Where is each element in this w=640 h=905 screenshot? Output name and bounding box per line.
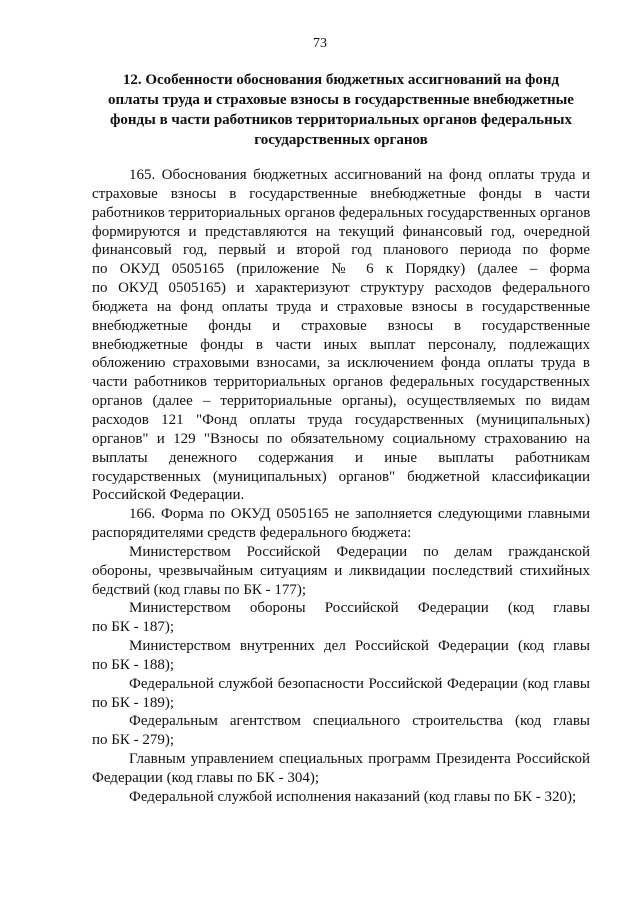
paragraph-165-line: выплаты денежного содержания и иные выплаты работникам	[92, 449, 590, 466]
paragraph-165-line: финансовый год, первый и второй год планового периода по форме	[92, 242, 590, 259]
section-body	[92, 166, 590, 807]
list-item-line: по БК - 188);	[92, 656, 175, 673]
heading-line: оплаты труда и страховые взносы в государственные внебюджетные	[108, 92, 574, 108]
list-item-line: Федеральной службой исполнения наказаний (код главы по БК - 320);	[129, 788, 577, 805]
list-item-line: Федеральной службой безопасности Российской Федерации (код главы	[129, 675, 590, 692]
list-item-line: Министерством обороны Российской Федерации (код главы	[129, 600, 590, 617]
list-item-line: Федерации (код главы по БК - 304);	[92, 770, 320, 786]
section-heading	[92, 70, 590, 150]
list-item-line: Главным управлением специальных программ Президента Российской	[129, 751, 590, 768]
list-item-line: по БК - 189);	[92, 694, 175, 711]
paragraph-166-line: 166. Форма по ОКУД 0505165 не заполняется следующими главными	[129, 506, 590, 523]
list-item-line: Федеральным агентством специального строительства (код главы	[129, 713, 590, 730]
paragraph-165-line: внебюджетные фонды в части иных выплат персоналу, подлежащих	[92, 336, 590, 353]
paragraph-165-line: страховые взносы в государственные внебюджетные фонды в части	[92, 185, 590, 202]
paragraph-165-line: государственных (муниципальных) органов" бюджетной классификации	[92, 468, 590, 485]
paragraph-165-line: внебюджетные фонды и страховые взносы в государственные	[92, 317, 590, 334]
list-item-line: Министерством Российской Федерации по делам гражданской	[129, 543, 590, 560]
heading-line: фонды в части работников территориальных органов федеральных	[110, 112, 572, 128]
page-number: 73	[313, 36, 327, 51]
paragraph-165-line: органов" и 129 "Взносы по обязательному социальному страхованию на	[92, 430, 590, 447]
paragraph-165-line: расходов 121 "Фонд оплаты труда государственных (муниципальных)	[92, 411, 590, 428]
paragraph-165-line: Российской Федерации.	[92, 487, 245, 504]
paragraph-166-line: распорядителями средств федерального бюджета:	[92, 525, 412, 542]
list-item-line: по БК - 187);	[92, 619, 175, 636]
paragraph-165-line: 165. Обоснования бюджетных ассигнований на фонд оплаты труда и	[129, 167, 590, 183]
paragraph-165-line: по ОКУД 0505165) и характеризуют структуру расходов федерального	[92, 280, 590, 297]
paragraph-165-line: формируются и представляются на текущий финансовый год, очередной	[92, 223, 590, 240]
list-item-line: обороны, чрезвычайным ситуациям и ликвидации последствий стихийных	[92, 562, 590, 579]
paragraph-165-line: по ОКУД 0505165 (приложение № 6 к Порядку) (далее – форма	[92, 261, 590, 278]
list-item-line: Министерством внутренних дел Российской Федерации (код главы	[129, 638, 590, 655]
paragraph-165-line: органов (далее – территориальные органы), осуществляемых по видам	[92, 393, 590, 410]
paragraph-165-line: работников территориальных органов федеральных государственных органов	[92, 204, 591, 221]
list-item-line: бедствий (код главы по БК - 177);	[92, 581, 307, 598]
list-item-line: по БК - 279);	[92, 732, 175, 749]
paragraph-165-line: части работников территориальных органов федеральных государственных	[92, 374, 590, 391]
paragraph-165-line: обложению страховыми взносами, за исключением фонда оплаты труда в	[92, 355, 590, 372]
heading-line: 12. Особенности обоснования бюджетных ассигнований на фонд	[122, 72, 560, 88]
paragraph-165-line: бюджета на фонд оплаты труда и страховые взносы в государственные	[92, 298, 590, 315]
heading-line: государственных органов	[254, 132, 428, 148]
